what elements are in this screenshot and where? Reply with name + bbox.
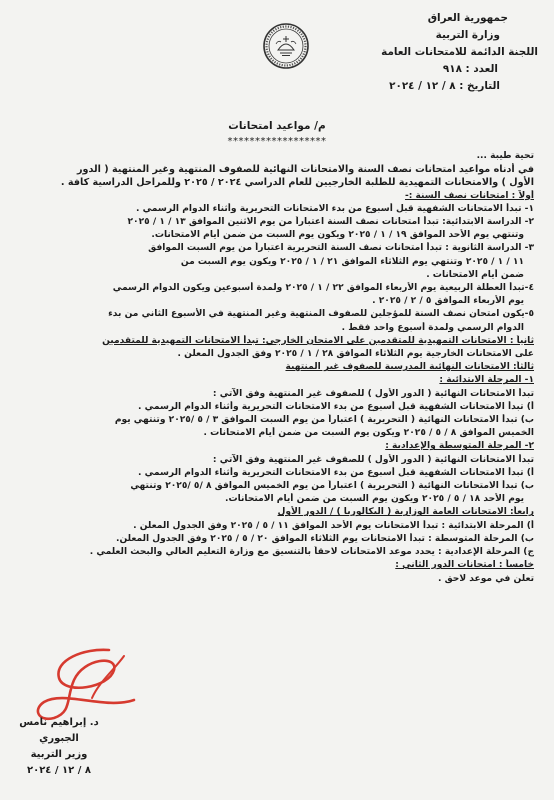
section-1-item-3a: ٣- الدراسة الثانوية : تبدأ امتحانات نصف السنة التحريرية اعتباراً من يوم السبت الموافق — [148, 243, 534, 254]
section-3-sub-2-b2: يوم الأحد ١٨ / ٥ / ٢٠٢٥ ويكون يوم السبت من ضمن أيام الامتحانات. — [225, 494, 524, 505]
section-1-item-3c: ضمن أيام الامتحانات . — [426, 269, 524, 280]
committee-name: اللجنة الدائمة للامتحانات العامة — [381, 46, 538, 58]
section-3-sub-1-b2: الخميس الموافق ٨ / ٥ / ٢٠٢٥ ويكون يوم السبت من ضمن أيام الامتحانات . — [203, 428, 534, 439]
section-3-sub-2-a: أ) تبدأ الامتحانات الشفهية قبل أسبوع من بدء الامتحانات التحريرية وأثناء الدوام الرسمي . — [138, 467, 534, 478]
letter-body — [14, 150, 534, 586]
section-4-item-a: أ) المرحلة الابتدائية : تبدأ الامتحانات يوم الأحد الموافق ١١ / ٥ / ٢٠٢٥ وفق الجدول المعلن . — [133, 520, 534, 531]
section-1-item-5a: ٥-يكون امتحان نصف السنة للمؤجلين للصفوف المنتهية وغير المنتهية في الأسبوع الثاني من بدء — [108, 309, 534, 320]
section-3-sub-1-intro: تبدأ الامتحانات النهائية ( الدور الأول ) للصفوف غير المنتهية وفق الآتي : — [212, 388, 534, 399]
reference-number: العدد : ٩١٨ — [442, 63, 498, 75]
intro-line-1: في أدناه مواعيد امتحانات نصف السنة والامتحانات النهائية للصفوف المنتهية وغير المنتهية ( الدور — [77, 164, 534, 176]
section-1-title: أولاً : امتحانات نصف السنة :- — [404, 190, 534, 201]
section-3-sub-1-a: أ) تبدأ الامتحانات الشفهية قبل أسبوع من بدء الامتحانات التحريرية وأثناء الدوام الرسمي . — [138, 401, 534, 412]
section-3-title: ثالثاً: الامتحانات النهائية المدرسية للصفوف غير المنتهية — [285, 362, 534, 373]
section-4-title: رابعاً: الامتحانات العامة الوزارية ( البكالوريا ) / الدور الأول — [277, 507, 534, 518]
section-2-body: على الامتحانات الخارجية يوم الثلاثاء الموافق ٢٨ / ١ / ٢٠٢٥ وفق الجدول المعلن . — [177, 349, 534, 360]
section-4-item-b: ب) المرحلة المتوسطة : تبدأ الامتحانات يوم الثلاثاء الموافق ٢٠ / ٥ / ٢٠٢٥ وفق الجدول المعلن. — [115, 533, 534, 544]
letter-date: التاريخ : ٨ / ١٢ / ٢٠٢٤ — [389, 80, 500, 92]
section-3-sub-2-title: ٢- المرحلة المتوسطة والإعدادية : — [385, 441, 534, 452]
section-1-item-1: ١- تبدأ الامتحانات الشفهية قبل أسبوع من بدء الامتحانات التحريرية وأثناء الدوام الرسمي . — [135, 203, 534, 214]
signatory-name: د. إبراهيم نامس الجبوري — [19, 717, 99, 744]
section-3-sub-2-b1: ب) تبدأ الامتحانات النهائية ( التحريرية ) اعتباراً من يوم الخميس الموافق ٨ /٥ /٢٠٢٥ وتنتهي — [130, 481, 534, 492]
letter-subject: م/ مواعيد امتحانات — [228, 120, 326, 132]
ministry-seal-icon — [262, 22, 310, 70]
signatory-title: وزير التربية — [30, 749, 88, 760]
section-3-sub-2-intro: تبدأ الامتحانات النهائية ( الدور الأول ) للصفوف غير المنتهية وفق الآتي : — [212, 454, 534, 465]
country-name: جمهورية العراق — [427, 12, 508, 24]
section-3-sub-1-title: ١- المرحلة الابتدائية : — [439, 375, 534, 386]
section-1-item-2a: ٢- الدراسة الابتدائية: تبدأ امتحانات نصف السنة اعتباراً من يوم الاثنين الموافق ١٣ / ١ / ٢٠٢٥ — [127, 217, 534, 228]
section-2-title: ثانياً : الامتحانات التمهيدية للمتقدمين على الامتحان الخارجي: تبدأ الامتحانات التمهيدية للمتقدمين — [102, 335, 534, 346]
section-4-item-c: ج) المرحلة الإعدادية : يحدد موعد الامتحانات لاحقاً بالتنسيق مع وزارة التعليم العالي والبحث العلمي . — [89, 547, 534, 558]
section-1-item-4a: ٤-تبدأ العطلة الربيعية يوم الأربعاء الموافق ٢٢ / ١ / ٢٠٢٥ ولمدة أسبوعين ويكون الدوام الرسمي — [112, 283, 534, 294]
subject-divider: ****************** — [227, 136, 327, 147]
section-5-title: خامساً : امتحانات الدور الثاني : — [395, 560, 534, 571]
section-1-item-5b: الدوام الرسمي ولمدة أسبوع واحد فقط . — [341, 322, 524, 333]
section-1-item-2b: وتنتهي يوم الأحد الموافق ١٩ / ١ / ٢٠٢٥ ويكون يوم السبت من ضمن أيام الامتحانات. — [151, 230, 524, 241]
section-3-sub-1-b1: ب) تبدأ الامتحانات النهائية ( التحريرية ) اعتباراً من يوم السبت الموافق ٣ / ٥ /٢٠٢٥ وتنتهي يوم — [114, 415, 534, 426]
section-5-body: تعلن في موعد لاحق . — [437, 573, 534, 584]
section-1-item-4b: يوم الأربعاء الموافق ٥ / ٢ / ٢٠٢٥ . — [372, 296, 524, 307]
signature-date: ٨ / ١٢ / ٢٠٢٤ — [27, 765, 91, 776]
section-1-item-3b: ١١ / ١ / ٢٠٢٥ وتنتهي يوم الثلاثاء الموافق ٢١ / ١ / ٢٠٢٥ ويكون يوم السبت من — [180, 256, 524, 267]
signature-block — [4, 715, 114, 779]
ministry-name: وزارة التربية — [435, 29, 500, 41]
intro-line-2: الأول ) والامتحانات التمهيدية للطلبة الخارجيين للعام الدراسي ٢٠٢٤ / ٢٠٢٥ وللمراحل الدراسية كافة . — [60, 177, 534, 189]
greeting: تحية طيبة ... — [476, 151, 534, 161]
letterhead — [338, 10, 538, 95]
